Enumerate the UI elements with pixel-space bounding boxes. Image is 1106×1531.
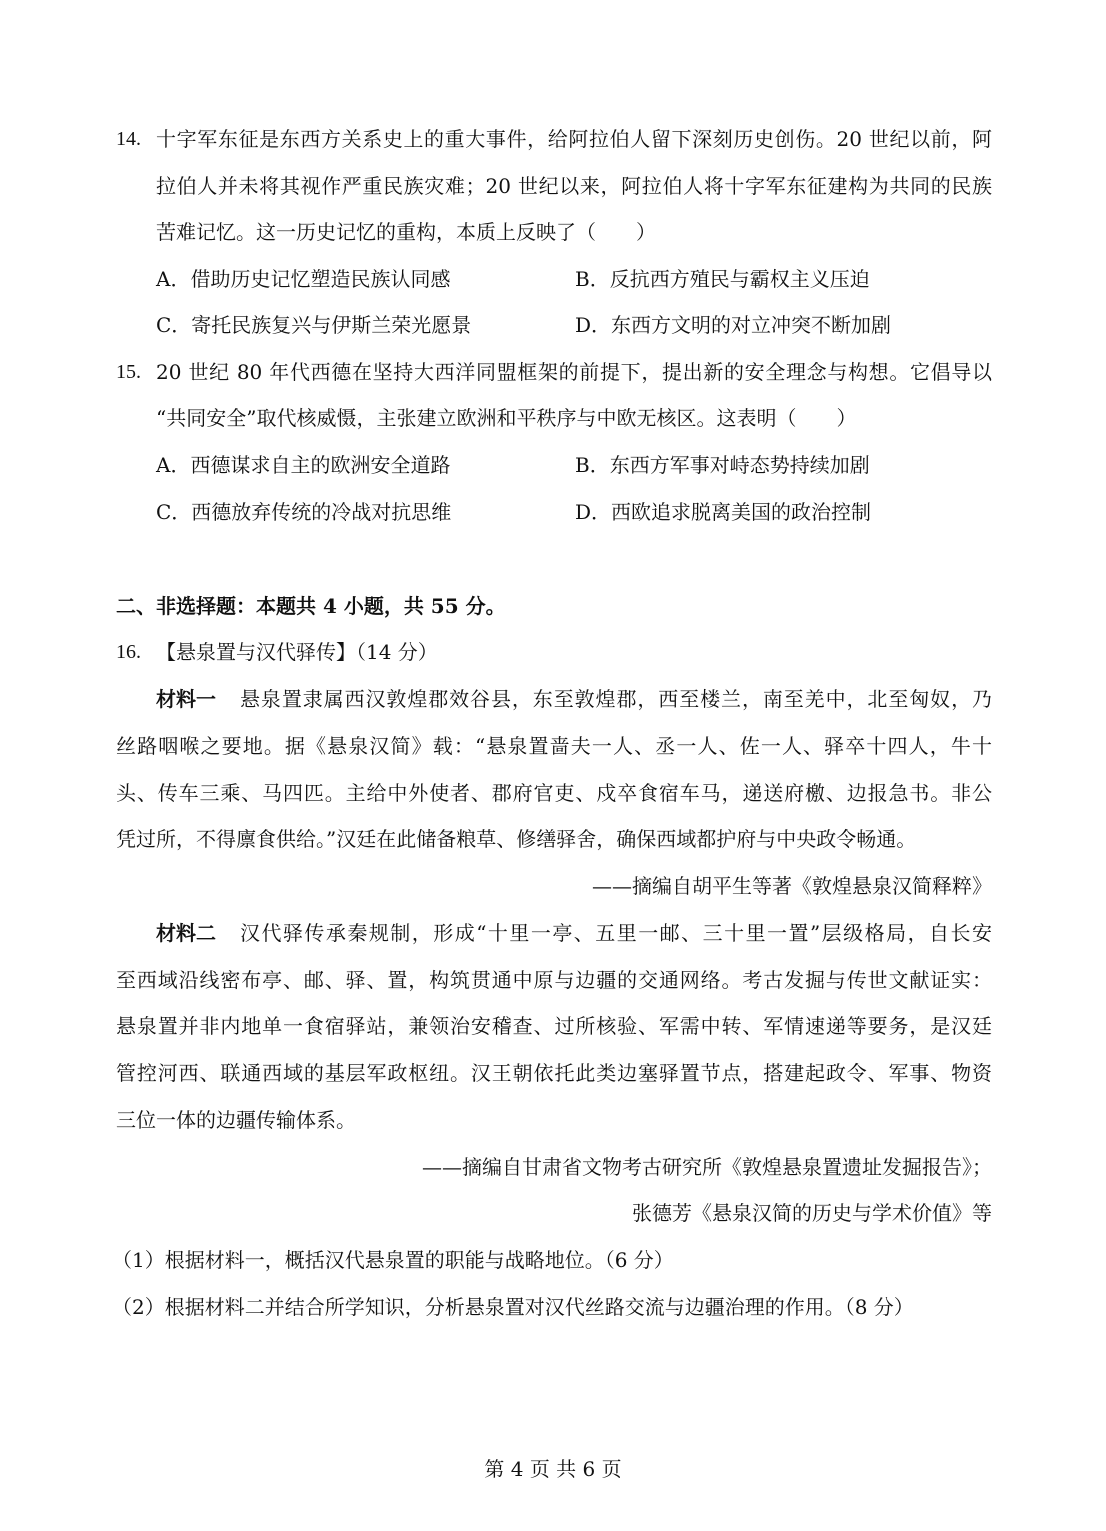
question-text-line: 拉伯人并未将其视作严重民族灾难；20 世纪以来，阿拉伯人将十字军东征建构为共同的民族: [156, 174, 992, 198]
material-text-line: 汉代驿传承秦规制，形成“十里一亭、五里一邮、三十里一置”层级格局，自长安: [240, 921, 992, 945]
option-a: A．借助历史记忆塑造民族认同感: [156, 267, 451, 291]
material-label: 材料二: [156, 921, 216, 945]
question-text-line: “共同安全”取代核威慑，主张建立欧洲和平秩序与中欧无核区。这表明（ ）: [156, 406, 857, 430]
material-text-line: 丝路咽喉之要地。据《悬泉汉简》载：“悬泉置啬夫一人、丞一人、佐一人、驿卒十四人，牛十: [116, 734, 992, 758]
material-source: ——摘编自甘肃省文物考古研究所《敦煌悬泉置遗址发掘报告》；: [422, 1155, 992, 1179]
page-footer: 第 4 页 共 6 页: [484, 1457, 622, 1481]
material-text-line: 至西域沿线密布亭、邮、驿、置，构筑贯通中原与边疆的交通网络。考古发掘与传世文献证实：: [116, 968, 992, 992]
material-text-line: 凭过所，不得廪食供给。”汉廷在此储备粮草、修缮驿舍，确保西域都护府与中央政令畅通。: [116, 827, 917, 851]
option-d: D．东西方文明的对立冲突不断加剧: [575, 313, 892, 337]
material-text-line: 三位一体的边疆传输体系。: [116, 1108, 356, 1132]
question-number: 15.: [116, 361, 141, 383]
material-text-line: 悬泉置并非内地单一食宿驿站，兼领治安稽查、过所核验、军需中转、军情速递等要务，是汉廷: [116, 1014, 992, 1038]
section-heading: 二、非选择题：本题共 4 小题，共 55 分。: [116, 594, 506, 618]
option-d: D．西欧追求脱离美国的政治控制: [575, 500, 872, 524]
material-label: 材料一: [156, 687, 216, 711]
material-source: ——摘编自胡平生等著《敦煌悬泉汉简释粹》: [592, 874, 992, 898]
material-text-line: 管控河西、联通西域的基层军政枢纽。汉王朝依托此类边塞驿置节点，搭建起政令、军事、物资: [116, 1061, 992, 1085]
sub-question-2: （2）根据材料二并结合所学知识，分析悬泉置对汉代丝路交流与边疆治理的作用。（8 分）: [112, 1295, 914, 1319]
question-text-line: 20 世纪 80 年代西德在坚持大西洋同盟框架的前提下，提出新的安全理念与构想。它倡导以: [156, 360, 992, 384]
option-c: C．西德放弃传统的冷战对抗思维: [156, 500, 452, 524]
sub-question-1: （1）根据材料一，概括汉代悬泉置的职能与战略地位。（6 分）: [112, 1248, 674, 1272]
question-title: 【悬泉置与汉代驿传】（14 分）: [156, 640, 438, 664]
question-number: 14.: [116, 128, 141, 150]
option-b: B．反抗西方殖民与霸权主义压迫: [575, 267, 870, 291]
option-a: A．西德谋求自主的欧洲安全道路: [156, 453, 451, 477]
question-text-line: 苦难记忆。这一历史记忆的重构，本质上反映了（ ）: [156, 220, 656, 244]
option-b: B．东西方军事对峙态势持续加剧: [575, 453, 870, 477]
material-text-line: 头、传车三乘、马四匹。主给中外使者、郡府官吏、戍卒食宿车马，递送府檄、边报急书。非公: [116, 781, 992, 805]
material-source: 张德芳《悬泉汉简的历史与学术价值》等: [632, 1201, 992, 1225]
question-number: 16.: [116, 641, 141, 663]
question-text-line: 十字军东征是东西方关系史上的重大事件，给阿拉伯人留下深刻历史创伤。20 世纪以前，阿: [156, 127, 992, 151]
option-c: C．寄托民族复兴与伊斯兰荣光愿景: [156, 313, 472, 337]
material-text-line: 悬泉置隶属西汉敦煌郡效谷县，东至敦煌郡，西至楼兰，南至羌中，北至匈奴，乃: [240, 687, 992, 711]
